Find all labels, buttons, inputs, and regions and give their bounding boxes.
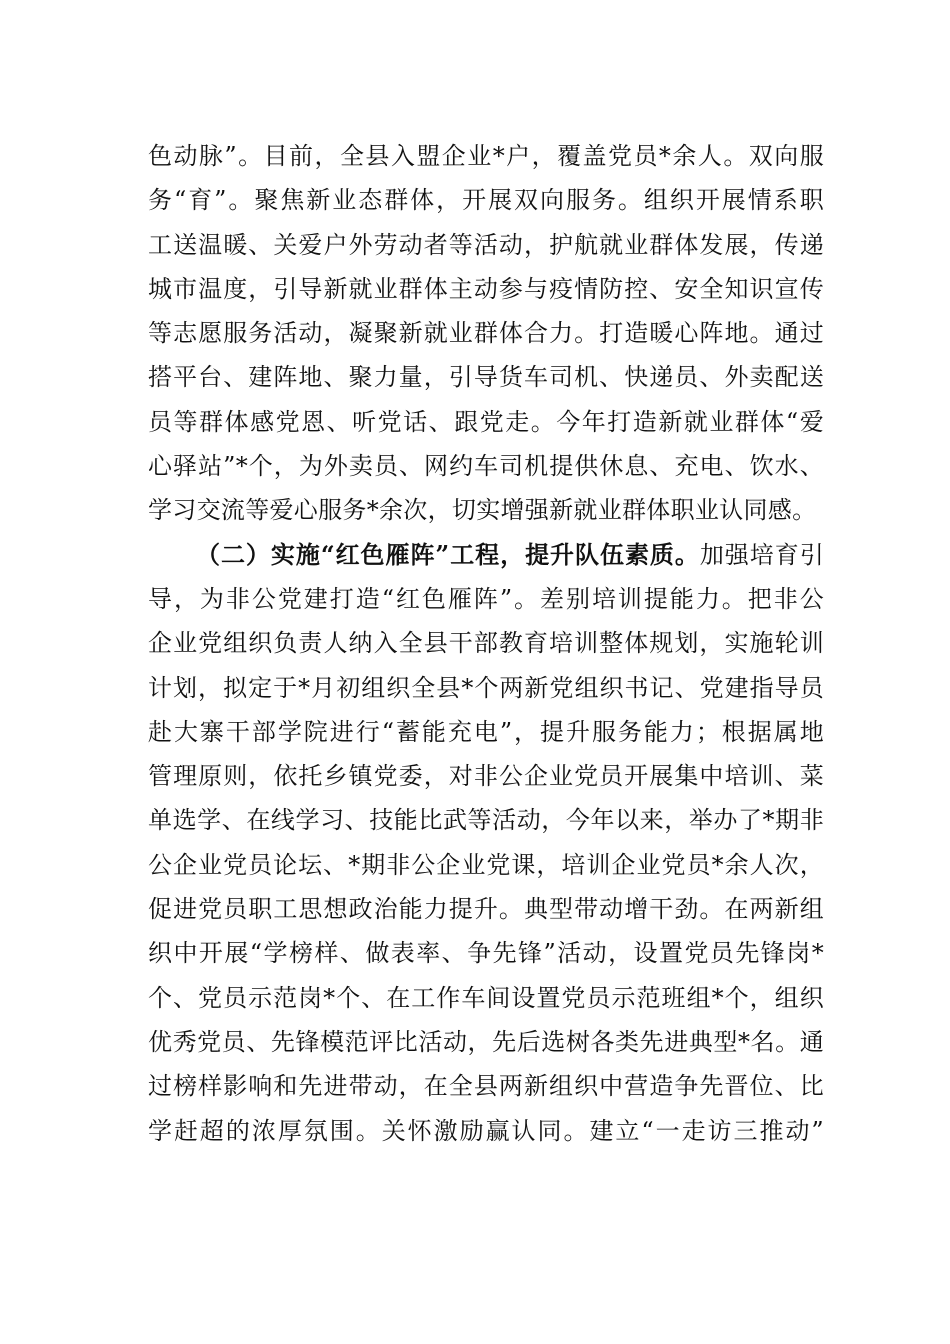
text-line: 色动脉”。目前，全县入盟企业*户，覆盖党员*余人。双向服 [148, 142, 824, 170]
text-line: 学赶超的浓厚氛围。关怀激励赢认同。建立“一走访三推动” [148, 1116, 824, 1145]
section-heading: （二）实施“红色雁阵”工程，提升队伍素质。 [196, 539, 700, 569]
text-line: 工送温暖、关爱户外劳动者等活动，护航就业群体发展，传递 [148, 230, 824, 259]
text-line: 个、党员示范岗*个、在工作车间设置党员示范班组*个，组织 [148, 983, 824, 1012]
text-span: 加强培育引 [699, 540, 824, 569]
text-line: 公企业党员论坛、*期非公企业党课，培训企业党员*余人次， [148, 850, 824, 879]
text-line: 织中开展“学榜样、做表率、争先锋”活动，设置党员先锋岗* [148, 939, 824, 968]
text-line: 优秀党员、先锋模范评比活动，先后选树各类先进典型*名。通 [148, 1027, 824, 1056]
text-line: 计划，拟定于*月初组织全县*个两新党组织书记、党建指导员 [148, 673, 824, 702]
text-line: 等志愿服务活动，凝聚新就业群体合力。打造暖心阵地。通过 [148, 319, 824, 348]
text-line: 心驿站”*个，为外卖员、网约车司机提供休息、充电、饮水、 [148, 452, 824, 481]
paragraph-2-first-line [148, 533, 824, 577]
document-body [148, 134, 824, 1153]
paragraph-2 [148, 533, 824, 1153]
text-line: 城市温度，引导新就业群体主动参与疫情防控、安全知识宣传 [148, 274, 824, 303]
text-line: 务“育”。聚焦新业态群体，开展双向服务。组织开展情系职 [148, 186, 824, 215]
paragraph-1 [148, 134, 824, 533]
text-line: 促进党员职工思想政治能力提升。典型带动增干劲。在两新组 [148, 895, 824, 924]
text-line: 企业党组织负责人纳入全县干部教育培训整体规划，实施轮训 [148, 629, 824, 658]
text-line: 搭平台、建阵地、聚力量，引导货车司机、快递员、外卖配送 [148, 363, 824, 392]
text-line: 员等群体感党恩、听党话、跟党走。今年打造新就业群体“爱 [148, 407, 824, 436]
text-line: 学习交流等爱心服务*余次，切实增强新就业群体职业认同感。 [148, 496, 817, 525]
text-line: 管理原则，依托乡镇党委，对非公企业党员开展集中培训、菜 [148, 762, 824, 791]
text-line: 赴大寨干部学院进行“蓄能充电”，提升服务能力；根据属地 [148, 717, 824, 746]
text-line: 导，为非公党建打造“红色雁阵”。差别培训提能力。把非公 [148, 584, 824, 613]
text-line: 单选学、在线学习、技能比武等活动，今年以来，举办了*期非 [148, 806, 824, 835]
text-line: 过榜样影响和先进带动，在全县两新组织中营造争先晋位、比 [148, 1072, 824, 1101]
